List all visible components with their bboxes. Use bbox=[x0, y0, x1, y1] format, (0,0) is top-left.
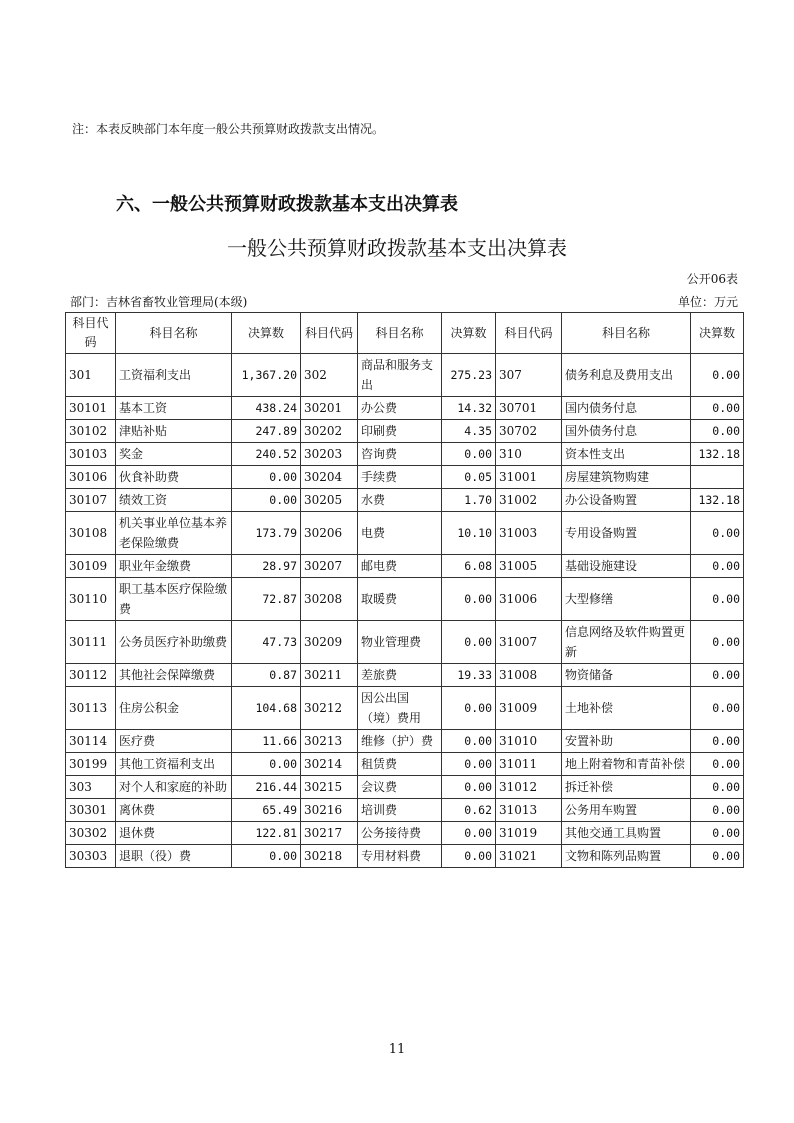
table-row bbox=[66, 578, 744, 621]
cell-amount-1: 1,367.20 bbox=[232, 354, 301, 397]
cell-name-3: 债务利息及费用支出 bbox=[562, 354, 691, 397]
cell-name-2: 办公费 bbox=[358, 397, 442, 420]
header-name-2: 科目名称 bbox=[358, 313, 442, 354]
cell-code-3: 31009 bbox=[496, 687, 562, 730]
cell-name-3: 大型修缮 bbox=[562, 578, 691, 621]
cell-amount-3: 0.00 bbox=[691, 822, 744, 845]
cell-name-1: 医疗费 bbox=[116, 730, 232, 753]
cell-name-3: 地上附着物和青苗补偿 bbox=[562, 753, 691, 776]
cell-amount-3: 132.18 bbox=[691, 443, 744, 466]
cell-name-2: 邮电费 bbox=[358, 555, 442, 578]
cell-code-1: 30108 bbox=[66, 512, 116, 555]
cell-amount-1: 72.87 bbox=[232, 578, 301, 621]
cell-code-1: 30101 bbox=[66, 397, 116, 420]
cell-name-1: 奖金 bbox=[116, 443, 232, 466]
cell-name-2: 公务接待费 bbox=[358, 822, 442, 845]
cell-amount-1: 438.24 bbox=[232, 397, 301, 420]
table-row bbox=[66, 621, 744, 664]
cell-code-3: 31019 bbox=[496, 822, 562, 845]
cell-code-3: 31002 bbox=[496, 489, 562, 512]
cell-code-2: 30212 bbox=[301, 687, 358, 730]
cell-code-3: 307 bbox=[496, 354, 562, 397]
cell-amount-2: 0.00 bbox=[442, 578, 496, 621]
cell-amount-1: 104.68 bbox=[232, 687, 301, 730]
cell-code-3: 31021 bbox=[496, 845, 562, 868]
cell-name-3: 拆迁补偿 bbox=[562, 776, 691, 799]
cell-name-1: 工资福利支出 bbox=[116, 354, 232, 397]
cell-amount-2: 6.08 bbox=[442, 555, 496, 578]
cell-code-2: 30201 bbox=[301, 397, 358, 420]
cell-amount-2: 0.00 bbox=[442, 753, 496, 776]
cell-amount-3 bbox=[691, 466, 744, 489]
header-amount-2: 决算数 bbox=[442, 313, 496, 354]
cell-name-3: 国内债务付息 bbox=[562, 397, 691, 420]
cell-amount-2: 19.33 bbox=[442, 664, 496, 687]
cell-name-1: 其他社会保障缴费 bbox=[116, 664, 232, 687]
cell-amount-3: 0.00 bbox=[691, 799, 744, 822]
table-row bbox=[66, 799, 744, 822]
cell-amount-1: 47.73 bbox=[232, 621, 301, 664]
table-row bbox=[66, 354, 744, 397]
cell-amount-1: 0.00 bbox=[232, 466, 301, 489]
cell-code-3: 31008 bbox=[496, 664, 562, 687]
cell-name-3: 信息网络及软件购置更新 bbox=[562, 621, 691, 664]
cell-amount-2: 0.62 bbox=[442, 799, 496, 822]
cell-code-3: 31007 bbox=[496, 621, 562, 664]
table-row bbox=[66, 466, 744, 489]
header-code-3: 科目代码 bbox=[496, 313, 562, 354]
cell-code-3: 30701 bbox=[496, 397, 562, 420]
cell-amount-2: 0.00 bbox=[442, 621, 496, 664]
table-row bbox=[66, 730, 744, 753]
cell-amount-3: 0.00 bbox=[691, 397, 744, 420]
cell-amount-2: 275.23 bbox=[442, 354, 496, 397]
table-row bbox=[66, 845, 744, 868]
cell-name-1: 绩效工资 bbox=[116, 489, 232, 512]
cell-name-3: 基础设施建设 bbox=[562, 555, 691, 578]
cell-name-2: 物业管理费 bbox=[358, 621, 442, 664]
cell-code-1: 303 bbox=[66, 776, 116, 799]
cell-code-2: 30206 bbox=[301, 512, 358, 555]
cell-name-3: 房屋建筑物购建 bbox=[562, 466, 691, 489]
cell-name-2: 因公出国（境）费用 bbox=[358, 687, 442, 730]
unit-label: 单位：万元 bbox=[677, 295, 738, 309]
cell-code-2: 30209 bbox=[301, 621, 358, 664]
table-row bbox=[66, 512, 744, 555]
cell-code-2: 30202 bbox=[301, 420, 358, 443]
cell-code-2: 30205 bbox=[301, 489, 358, 512]
cell-code-1: 30199 bbox=[66, 753, 116, 776]
cell-amount-2: 0.00 bbox=[442, 443, 496, 466]
cell-code-2: 30217 bbox=[301, 822, 358, 845]
cell-amount-3: 0.00 bbox=[691, 664, 744, 687]
cell-amount-1: 0.00 bbox=[232, 753, 301, 776]
cell-code-3: 31010 bbox=[496, 730, 562, 753]
cell-amount-1: 65.49 bbox=[232, 799, 301, 822]
cell-code-2: 30215 bbox=[301, 776, 358, 799]
cell-code-2: 30214 bbox=[301, 753, 358, 776]
cell-name-2: 专用材料费 bbox=[358, 845, 442, 868]
cell-amount-2: 4.35 bbox=[442, 420, 496, 443]
table-row bbox=[66, 420, 744, 443]
header-name-1: 科目名称 bbox=[116, 313, 232, 354]
header-amount-1: 决算数 bbox=[232, 313, 301, 354]
table-row bbox=[66, 822, 744, 845]
cell-name-1: 离休费 bbox=[116, 799, 232, 822]
cell-code-3: 31003 bbox=[496, 512, 562, 555]
cell-name-3: 安置补助 bbox=[562, 730, 691, 753]
cell-name-3: 办公设备购置 bbox=[562, 489, 691, 512]
header-name-3: 科目名称 bbox=[562, 313, 691, 354]
header-amount-3: 决算数 bbox=[691, 313, 744, 354]
cell-code-1: 30110 bbox=[66, 578, 116, 621]
cell-name-2: 印刷费 bbox=[358, 420, 442, 443]
cell-amount-2: 0.00 bbox=[442, 776, 496, 799]
cell-code-2: 30208 bbox=[301, 578, 358, 621]
cell-amount-3: 0.00 bbox=[691, 730, 744, 753]
cell-amount-1: 0.87 bbox=[232, 664, 301, 687]
cell-code-1: 30106 bbox=[66, 466, 116, 489]
table-row bbox=[66, 753, 744, 776]
table-row bbox=[66, 489, 744, 512]
cell-name-1: 津贴补贴 bbox=[116, 420, 232, 443]
cell-name-3: 公务用车购置 bbox=[562, 799, 691, 822]
cell-amount-3: 0.00 bbox=[691, 420, 744, 443]
cell-code-2: 30207 bbox=[301, 555, 358, 578]
cell-name-1: 机关事业单位基本养老保险缴费 bbox=[116, 512, 232, 555]
cell-name-1: 其他工资福利支出 bbox=[116, 753, 232, 776]
cell-code-1: 30114 bbox=[66, 730, 116, 753]
department-label: 部门：吉林省畜牧业管理局(本级) bbox=[70, 295, 248, 309]
cell-code-1: 30109 bbox=[66, 555, 116, 578]
cell-name-2: 商品和服务支出 bbox=[358, 354, 442, 397]
cell-amount-1: 247.89 bbox=[232, 420, 301, 443]
cell-code-3: 310 bbox=[496, 443, 562, 466]
cell-name-2: 咨询费 bbox=[358, 443, 442, 466]
cell-name-2: 水费 bbox=[358, 489, 442, 512]
cell-name-1: 退职（役）费 bbox=[116, 845, 232, 868]
cell-name-1: 退休费 bbox=[116, 822, 232, 845]
cell-code-3: 30702 bbox=[496, 420, 562, 443]
cell-amount-1: 240.52 bbox=[232, 443, 301, 466]
cell-amount-3: 0.00 bbox=[691, 555, 744, 578]
cell-name-2: 手续费 bbox=[358, 466, 442, 489]
table-row bbox=[66, 555, 744, 578]
cell-name-1: 职业年金缴费 bbox=[116, 555, 232, 578]
table-row bbox=[66, 776, 744, 799]
cell-code-3: 31005 bbox=[496, 555, 562, 578]
cell-code-1: 30111 bbox=[66, 621, 116, 664]
cell-amount-1: 216.44 bbox=[232, 776, 301, 799]
cell-amount-3: 0.00 bbox=[691, 621, 744, 664]
cell-code-3: 31013 bbox=[496, 799, 562, 822]
cell-amount-1: 0.00 bbox=[232, 845, 301, 868]
cell-code-3: 31012 bbox=[496, 776, 562, 799]
cell-code-1: 30303 bbox=[66, 845, 116, 868]
cell-name-1: 基本工资 bbox=[116, 397, 232, 420]
cell-amount-2: 0.00 bbox=[442, 687, 496, 730]
budget-table bbox=[65, 312, 744, 868]
cell-amount-1: 28.97 bbox=[232, 555, 301, 578]
cell-name-3: 资本性支出 bbox=[562, 443, 691, 466]
cell-amount-2: 14.32 bbox=[442, 397, 496, 420]
cell-name-2: 培训费 bbox=[358, 799, 442, 822]
cell-code-3: 31011 bbox=[496, 753, 562, 776]
cell-code-2: 30203 bbox=[301, 443, 358, 466]
cell-name-2: 电费 bbox=[358, 512, 442, 555]
cell-code-1: 30112 bbox=[66, 664, 116, 687]
cell-name-2: 会议费 bbox=[358, 776, 442, 799]
cell-name-3: 专用设备购置 bbox=[562, 512, 691, 555]
cell-code-1: 30102 bbox=[66, 420, 116, 443]
cell-amount-3: 0.00 bbox=[691, 578, 744, 621]
cell-amount-1: 122.81 bbox=[232, 822, 301, 845]
header-code-2: 科目代码 bbox=[301, 313, 358, 354]
cell-code-2: 30216 bbox=[301, 799, 358, 822]
table-row bbox=[66, 687, 744, 730]
cell-code-3: 31006 bbox=[496, 578, 562, 621]
table-row bbox=[66, 664, 744, 687]
table-row bbox=[66, 443, 744, 466]
cell-name-2: 差旅费 bbox=[358, 664, 442, 687]
cell-amount-1: 173.79 bbox=[232, 512, 301, 555]
cell-amount-3: 0.00 bbox=[691, 354, 744, 397]
cell-amount-2: 0.00 bbox=[442, 822, 496, 845]
cell-amount-2: 0.00 bbox=[442, 730, 496, 753]
cell-amount-2: 0.05 bbox=[442, 466, 496, 489]
cell-code-1: 30301 bbox=[66, 799, 116, 822]
table-row bbox=[66, 397, 744, 420]
cell-name-1: 住房公积金 bbox=[116, 687, 232, 730]
cell-name-3: 国外债务付息 bbox=[562, 420, 691, 443]
header-row bbox=[66, 313, 744, 354]
cell-name-1: 对个人和家庭的补助 bbox=[116, 776, 232, 799]
cell-amount-3: 132.18 bbox=[691, 489, 744, 512]
cell-amount-2: 10.10 bbox=[442, 512, 496, 555]
cell-amount-1: 0.00 bbox=[232, 489, 301, 512]
cell-amount-2: 0.00 bbox=[442, 845, 496, 868]
header-code-1: 科目代码 bbox=[66, 313, 116, 354]
cell-code-2: 30204 bbox=[301, 466, 358, 489]
cell-code-2: 302 bbox=[301, 354, 358, 397]
cell-name-2: 维修（护）费 bbox=[358, 730, 442, 753]
cell-code-1: 301 bbox=[66, 354, 116, 397]
section-heading: 六、一般公共预算财政拨款基本支出决算表 bbox=[116, 194, 458, 215]
cell-code-1: 30113 bbox=[66, 687, 116, 730]
cell-amount-3: 0.00 bbox=[691, 687, 744, 730]
cell-code-1: 30107 bbox=[66, 489, 116, 512]
cell-amount-3: 0.00 bbox=[691, 845, 744, 868]
cell-amount-2: 1.70 bbox=[442, 489, 496, 512]
cell-code-2: 30211 bbox=[301, 664, 358, 687]
cell-name-1: 伙食补助费 bbox=[116, 466, 232, 489]
cell-amount-3: 0.00 bbox=[691, 512, 744, 555]
cell-name-2: 租赁费 bbox=[358, 753, 442, 776]
cell-amount-3: 0.00 bbox=[691, 776, 744, 799]
cell-code-1: 30103 bbox=[66, 443, 116, 466]
cell-name-1: 职工基本医疗保险缴费 bbox=[116, 578, 232, 621]
table-title: 一般公共预算财政拨款基本支出决算表 bbox=[227, 236, 567, 260]
cell-code-1: 30302 bbox=[66, 822, 116, 845]
cell-name-2: 取暖费 bbox=[358, 578, 442, 621]
cell-name-3: 其他交通工具购置 bbox=[562, 822, 691, 845]
table-note: 注：本表反映部门本年度一般公共预算财政拨款支出情况。 bbox=[72, 122, 385, 136]
cell-amount-1: 11.66 bbox=[232, 730, 301, 753]
cell-code-2: 30213 bbox=[301, 730, 358, 753]
cell-code-3: 31001 bbox=[496, 466, 562, 489]
cell-name-3: 土地补偿 bbox=[562, 687, 691, 730]
cell-name-3: 物资储备 bbox=[562, 664, 691, 687]
page-number: 11 bbox=[388, 1042, 406, 1057]
cell-amount-3: 0.00 bbox=[691, 753, 744, 776]
cell-name-3: 文物和陈列品购置 bbox=[562, 845, 691, 868]
cell-code-2: 30218 bbox=[301, 845, 358, 868]
form-code: 公开06表 bbox=[686, 272, 738, 286]
cell-name-1: 公务员医疗补助缴费 bbox=[116, 621, 232, 664]
